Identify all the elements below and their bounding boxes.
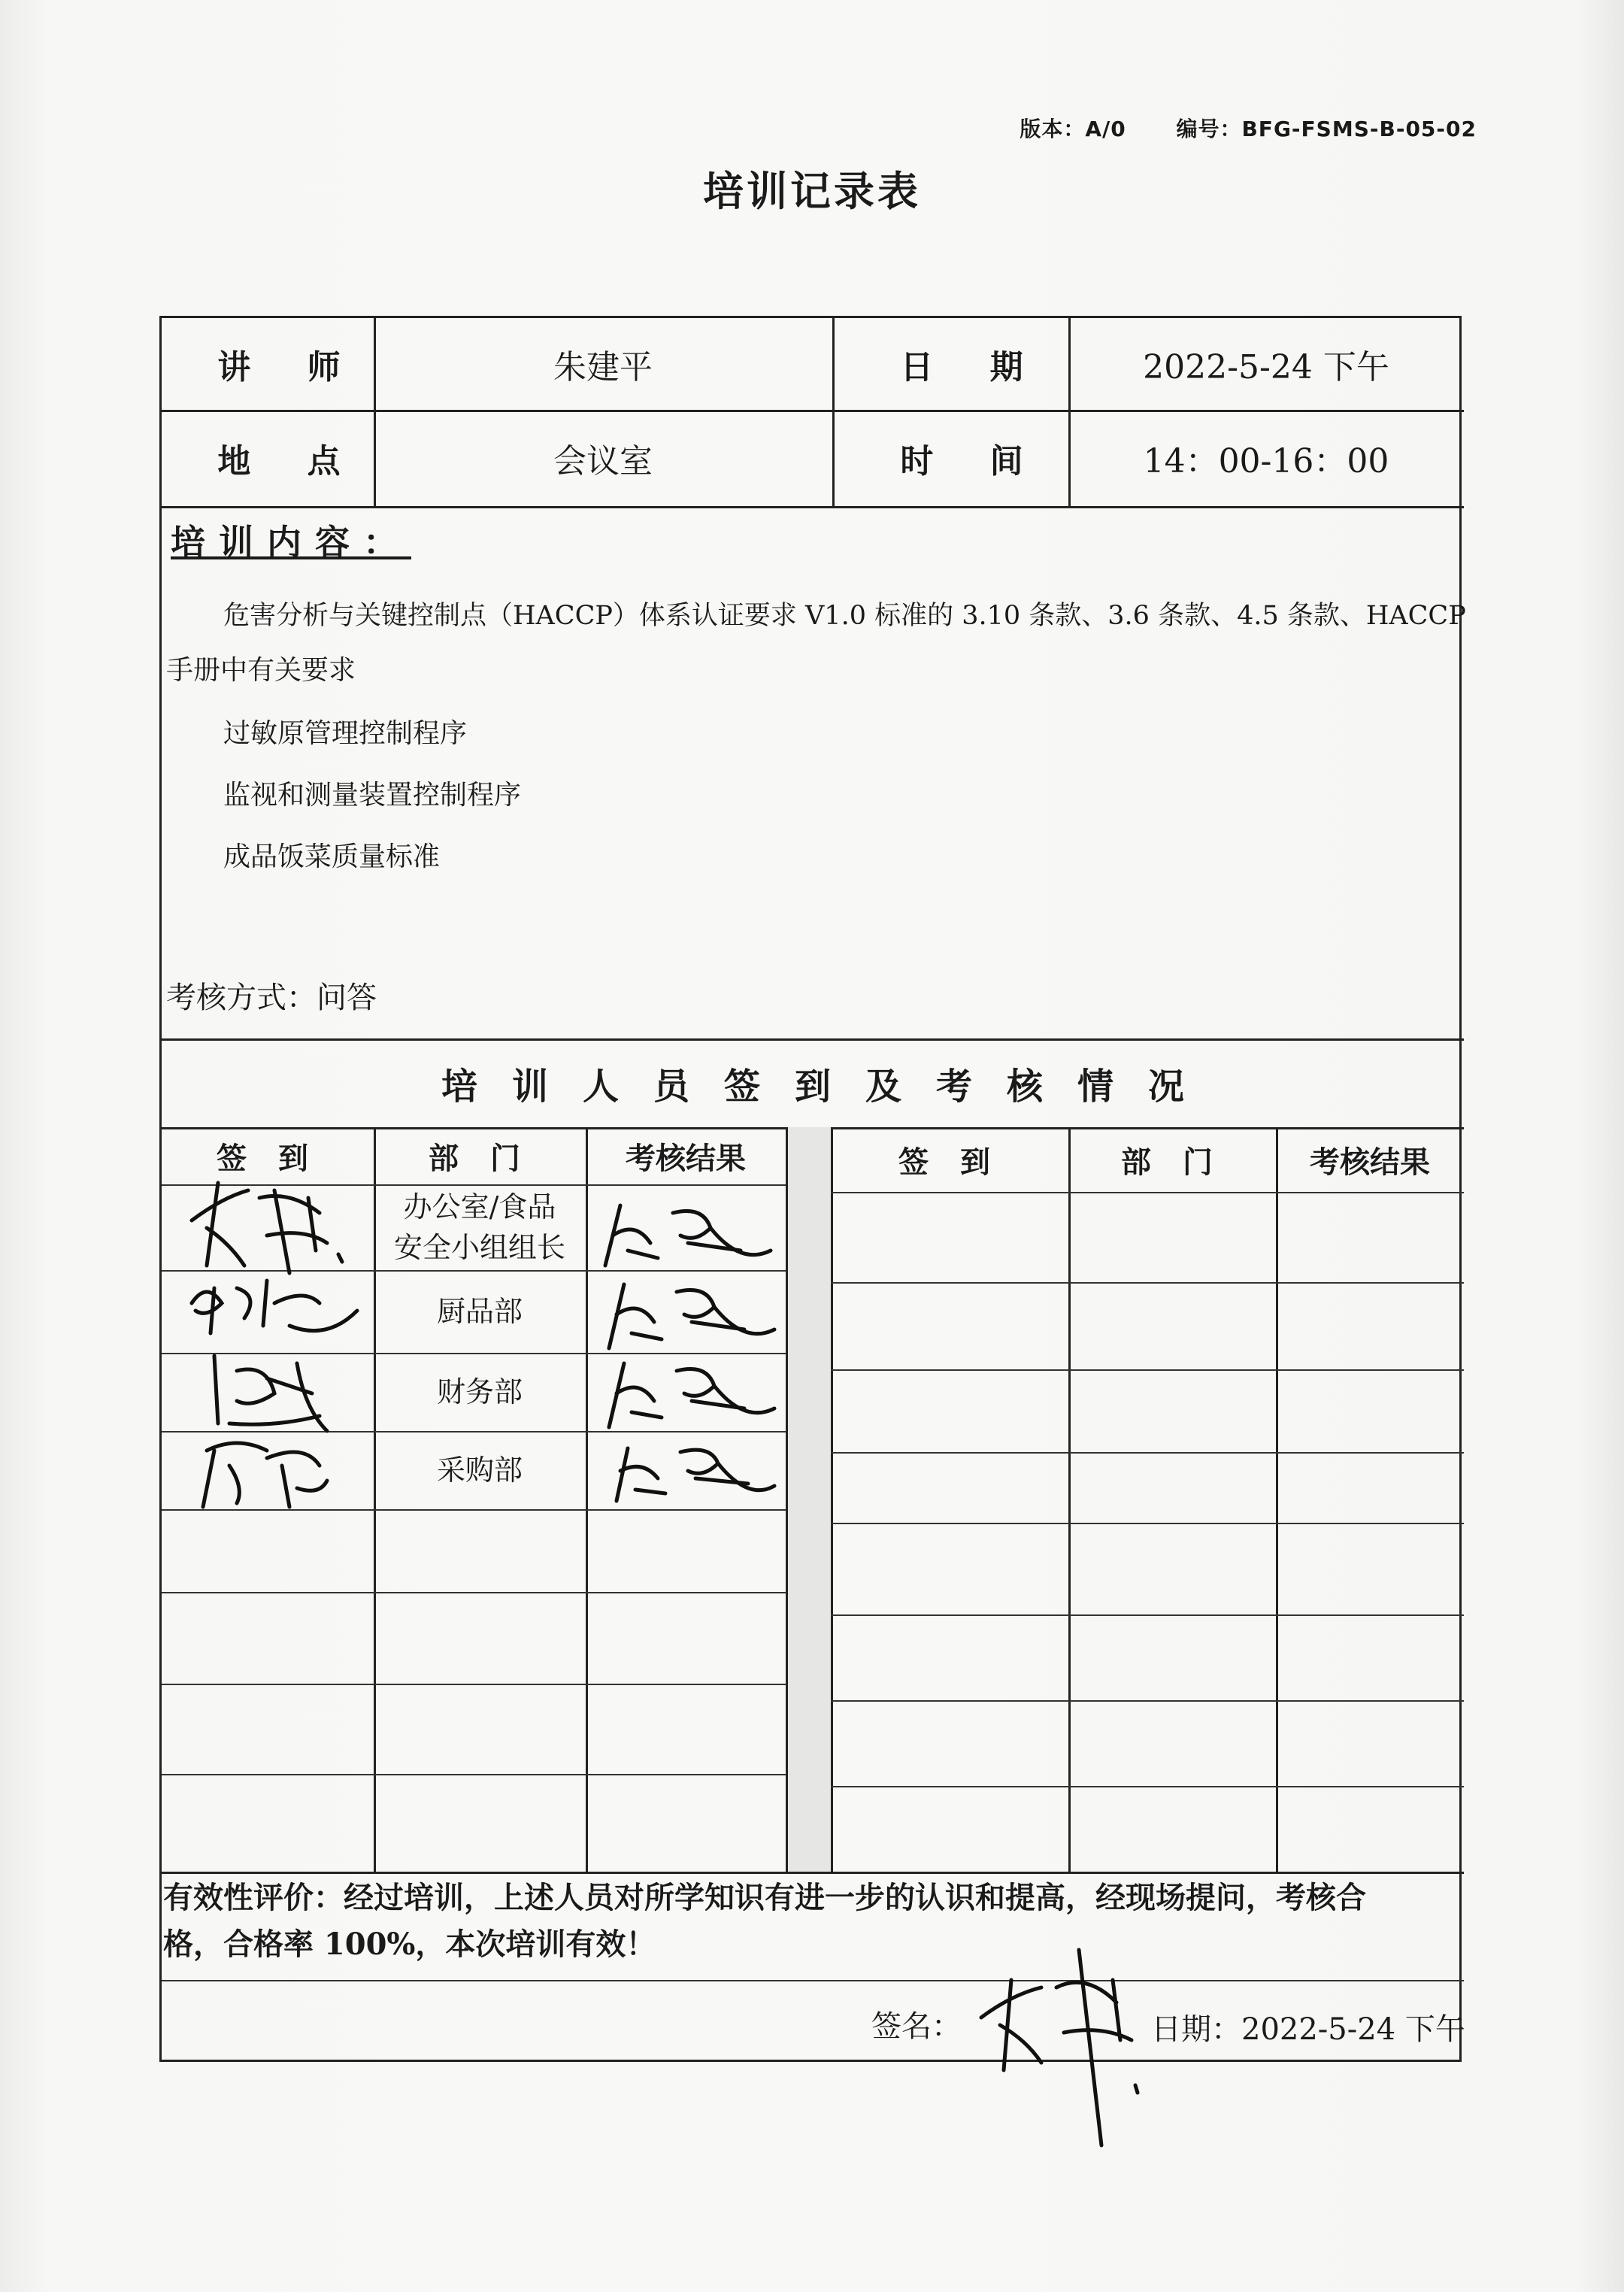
code-label: 编号：BFG-FSMS-B-05-02 [1176,117,1477,141]
time-label: 时 间 [900,442,1046,481]
content-line: 监视和测量装置控制程序 [223,780,522,811]
header-department-right: 部 门 [1121,1144,1223,1180]
handwritten-result [598,1356,778,1431]
header-result-left: 考核结果 [626,1140,746,1176]
document-title: 培训记录表 [703,167,921,215]
document-meta [977,113,1477,143]
handwritten-result [598,1273,778,1356]
version-label: 版本：A/0 [1020,117,1126,141]
content-line: 手册中有关要求 [166,655,356,686]
time-value: 14：00-16：00 [1143,442,1389,481]
table-divider-gap [786,1127,831,1872]
date-label: 日 期 [900,348,1046,387]
place-label: 地 点 [217,442,363,481]
content-heading: 培训内容： [171,522,411,562]
record-form [159,316,1466,2062]
handwritten-result [598,1190,778,1273]
date-value: 2022-5-24 下午 [1143,348,1389,387]
content-line: 成品饭菜质量标准 [223,841,441,872]
content-line: 危害分析与关键控制点（HACCP）体系认证要求 V1.0 标准的 3.10 条款、3.6 条款、4.5 条款、HACCP [223,601,1466,631]
header-department-left: 部 门 [429,1140,531,1176]
header-signin-left: 签 到 [217,1140,319,1176]
table-row-department: 办公室/食品 安全小组组长 [393,1190,565,1264]
sign-label: 签名： [871,2009,962,2044]
evaluation-line: 格，合格率 100%，本次培训有效！ [163,1927,656,1962]
content-line: 过敏原管理控制程序 [223,718,468,749]
evaluation-line: 有效性评价：经过培训，上述人员对所学知识有进一步的认识和提高，经现场提问，考核合 [163,1880,1366,1915]
handwritten-signature [184,1420,365,1518]
lecturer-value: 朱建平 [553,348,653,387]
handwritten-signature [966,1935,1162,2160]
header-result-right: 考核结果 [1310,1144,1430,1180]
table-row-department: 财务部 [436,1375,523,1408]
evaluation-date: 日期：2022-5-24 下午 [1151,2012,1465,2047]
table-row-department: 采购部 [436,1454,523,1487]
header-signin-right: 签 到 [898,1144,1001,1180]
attendance-section-title: 培训人员签到及考核情况 [441,1065,1219,1108]
lecturer-label: 讲 师 [217,348,363,387]
place-value: 会议室 [553,442,653,481]
handwritten-result [605,1437,778,1508]
table-row-department: 厨品部 [436,1295,523,1328]
assessment-method: 考核方式：问答 [166,981,377,1015]
